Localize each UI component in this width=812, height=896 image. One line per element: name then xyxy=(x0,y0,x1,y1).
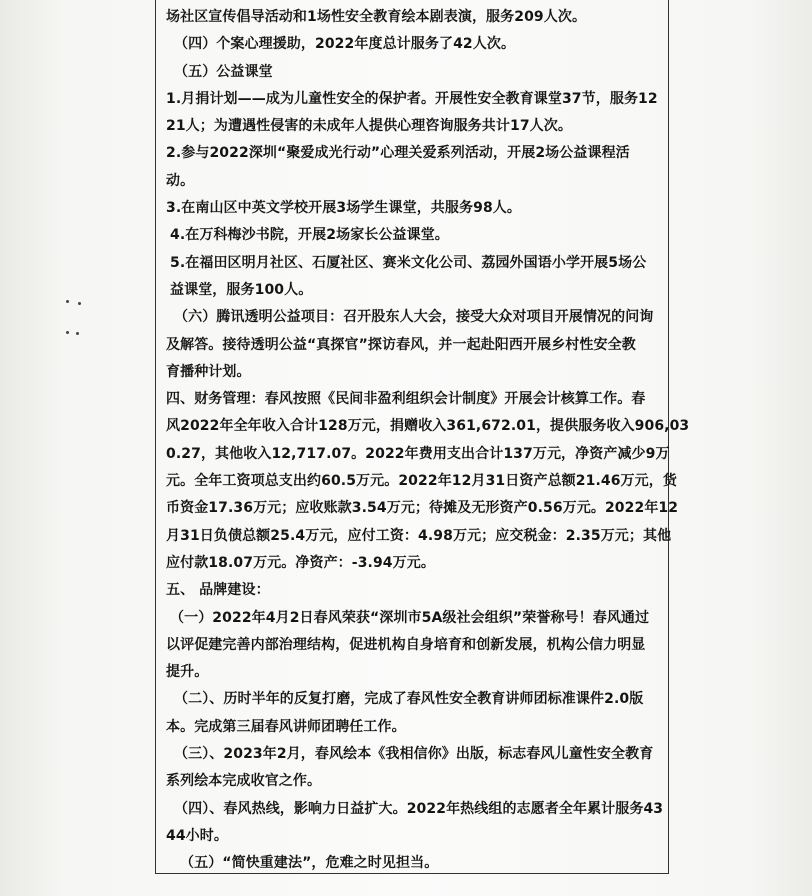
text-line: 益课堂，服务100人。 xyxy=(170,281,313,298)
text-line: （二）、历时半年的反复打磨，完成了春风性安全教育讲师团标准课件2.0版 xyxy=(174,691,644,708)
text-line: 以评促建完善内部治理结构，促进机构自身培育和创新发展，机构公信力明显 xyxy=(166,636,646,653)
text-line: 1.月捐计划——成为儿童性安全的保护者。开展性安全教育课堂37节，服务12 xyxy=(166,90,658,107)
text-line: 元。全年工资项总支出约60.5万元。2022年12月31日资产总额21.46万元，货 xyxy=(166,473,677,490)
section-heading: 四、财务管理：春风按照《民间非盈利组织会计制度》开展会计核算工作。春 xyxy=(166,391,646,408)
text-line: （一）2022年4月2日春风荣获“深圳市5A级社会组织”荣誉称号！春风通过 xyxy=(170,609,650,626)
text-line: 21人；为遭遇性侵害的未成年人提供心理咨询服务共计17人次。 xyxy=(166,118,572,135)
text-line: 5.在福田区明月社区、石厦社区、赛米文化公司、荔园外国语小学开展5场公 xyxy=(170,254,647,271)
scan-speck xyxy=(76,332,79,335)
text-line: 育播种计划。 xyxy=(166,363,251,380)
text-line: （六）腾讯透明公益项目：召开股东人大会，接受大众对项目开展情况的问询 xyxy=(174,309,654,326)
text-line: 应付款18.07万元。净资产：-3.94万元。 xyxy=(166,554,435,571)
text-line: 本。完成第三届春风讲师团聘任工作。 xyxy=(166,718,406,735)
text-line: 币资金17.36万元；应收账款3.54万元；待摊及无形资产0.56万元。2022年12 xyxy=(166,500,679,517)
text-line: （四）、春风热线，影响力日益扩大。2022年热线组的志愿者全年累计服务43 xyxy=(174,800,664,817)
text-line: 动。 xyxy=(166,172,195,189)
scan-speck xyxy=(78,302,81,305)
text-line: （三）、2023年2月，春风绘本《我相信你》出版，标志春风儿童性安全教育 xyxy=(174,746,654,763)
text-line: 4.在万科梅沙书院，开展2场家长公益课堂。 xyxy=(170,227,449,244)
text-line: （五）“简快重建法”，危难之时见担当。 xyxy=(180,855,439,872)
text-line: 44小时。 xyxy=(166,827,228,844)
scan-speck xyxy=(66,331,69,334)
text-line: 提升。 xyxy=(166,664,209,681)
text-line: 系列绘本完成收官之作。 xyxy=(166,773,322,790)
section-heading: 五、 品牌建设： xyxy=(166,582,270,599)
document-body xyxy=(166,4,690,878)
text-line: 0.27，其他收入12,717.07。2022年费用支出合计137万元，净资产减少9万 xyxy=(166,445,670,462)
text-line: 场社区宣传倡导活动和1场性安全教育绘本剧表演，服务209人次。 xyxy=(166,9,587,25)
text-line: 及解答。接待透明公益“真探官”探访春风，并一起赴阳西开展乡村性安全教 xyxy=(166,336,636,353)
scan-speck xyxy=(66,300,69,303)
text-line: 风2022年全年收入合计128万元，捐赠收入361,672.01，提供服务收入906,03 xyxy=(166,418,690,435)
text-line: （四）个案心理援助，2022年度总计服务了42人次。 xyxy=(174,36,516,53)
text-line: 3.在南山区中英文学校开展3场学生课堂，共服务98人。 xyxy=(166,200,521,217)
text-line: 2.参与2022深圳“聚爱成光行动”心理关爱系列活动，开展2场公益课程活 xyxy=(166,145,630,162)
section-heading: （五）公益课堂 xyxy=(174,63,273,80)
text-line: 月31日负债总额25.4万元，应付工资：4.98万元；应交税金：2.35万元；其他 xyxy=(166,527,672,544)
